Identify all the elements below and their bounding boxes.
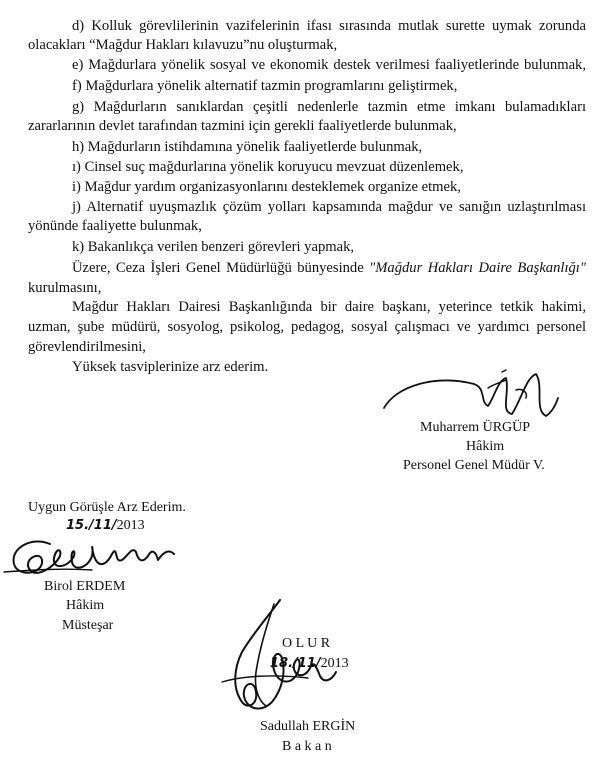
item-g-line2: zararlarının devlet tarafından tazmini için gerekli faaliyetlerde bulunmak, [28,118,457,134]
establishment-text: Üzere, Ceza İşleri Genel Müdürlüğü bünyesinde [72,260,370,276]
staff-line3: görevlendirilmesini, [28,339,146,355]
minister-date-year: 2013 [320,656,349,671]
staff-line2: uzman, şube müdürü, sosyolog, psikolog, pedagog, sosyal çalışmacı ve yardımcı personel [28,319,586,335]
minister-position: B a k a n [282,739,332,754]
item-e: e) Mağdurlara yönelik sosyal ve ekonomik destek verilmesi faaliyetlerinde bulunmak, [72,57,586,73]
item-j-line1: j) Alternatif uyuşmazlık çözüm yolları kapsamında mağdur ve sanığın uzlaştırılması [72,199,586,215]
establishment-line1 [28,259,586,278]
undersecretary-date-month: /11/ [89,518,117,533]
item-i: i) Mağdur yardım organizasyonlarını desteklemek organize etmek, [72,179,461,195]
item-d-line1: d) Kolluk görevlilerinin vazifelerinin ifası sırasında mutlak surette uymak zorunda [72,18,586,34]
undersecretary-name: Birol ERDEM [44,579,126,594]
minister-date-day: 18. [270,656,294,671]
minister-date-month: /11/ [293,656,321,671]
personnel-director-position: Personel Genel Müdür V. [403,458,545,473]
department-name: "Mağdur Hakları Daire Başkanlığı" [369,260,586,276]
item-f: f) Mağdurlara yönelik alternatif tazmin programlarını geliştirmek, [72,78,458,94]
item-k: k) Bakanlıkça verilen benzeri görevleri yapmak, [72,239,355,255]
staff-line1: Mağdur Hakları Dairesi Başkanlığında bir daire başkanı, yeterince tetkik hakimi, [72,299,586,315]
item-d-line2: olacakları “Mağdur Hakları kılavuzu”nu oluşturmak, [28,37,338,53]
closing-line: Yüksek tasviplerinize arz ederim. [72,359,269,375]
item-i-dotless: ı) Cinsel suç mağdurlarına yönelik koruyucu mevzuat düzenlemek, [72,159,464,175]
item-g-line1: g) Mağdurların sanıklardan çeşitli nedenlerle tazmin etme imkanı bulamadıkları [72,99,586,115]
personnel-director-title: Hâkim [466,439,505,454]
item-j-line2: yönünde faaliyette bulunmak, [28,218,202,234]
undersecretary-position: Müsteşar [62,618,114,633]
undersecretary-title: Hâkim [66,598,105,613]
minister-name: Sadullah ERGİN [260,719,356,734]
item-h: h) Mağdurların istihdamına yönelik faaliyetlerde bulunmak, [72,139,423,155]
undersecretary-approval: Uygun Görüşle Arz Ederim. [28,500,186,515]
personnel-director-name: Muharrem ÜRGÜP [420,420,531,435]
minister-signature-image [212,592,372,732]
undersecretary-date-day: 15. [66,518,90,533]
undersecretary-date-year: 2013 [116,518,145,533]
establishment-line2: kurulmasını, [28,280,102,296]
minister-approval: O L U R [282,636,331,651]
